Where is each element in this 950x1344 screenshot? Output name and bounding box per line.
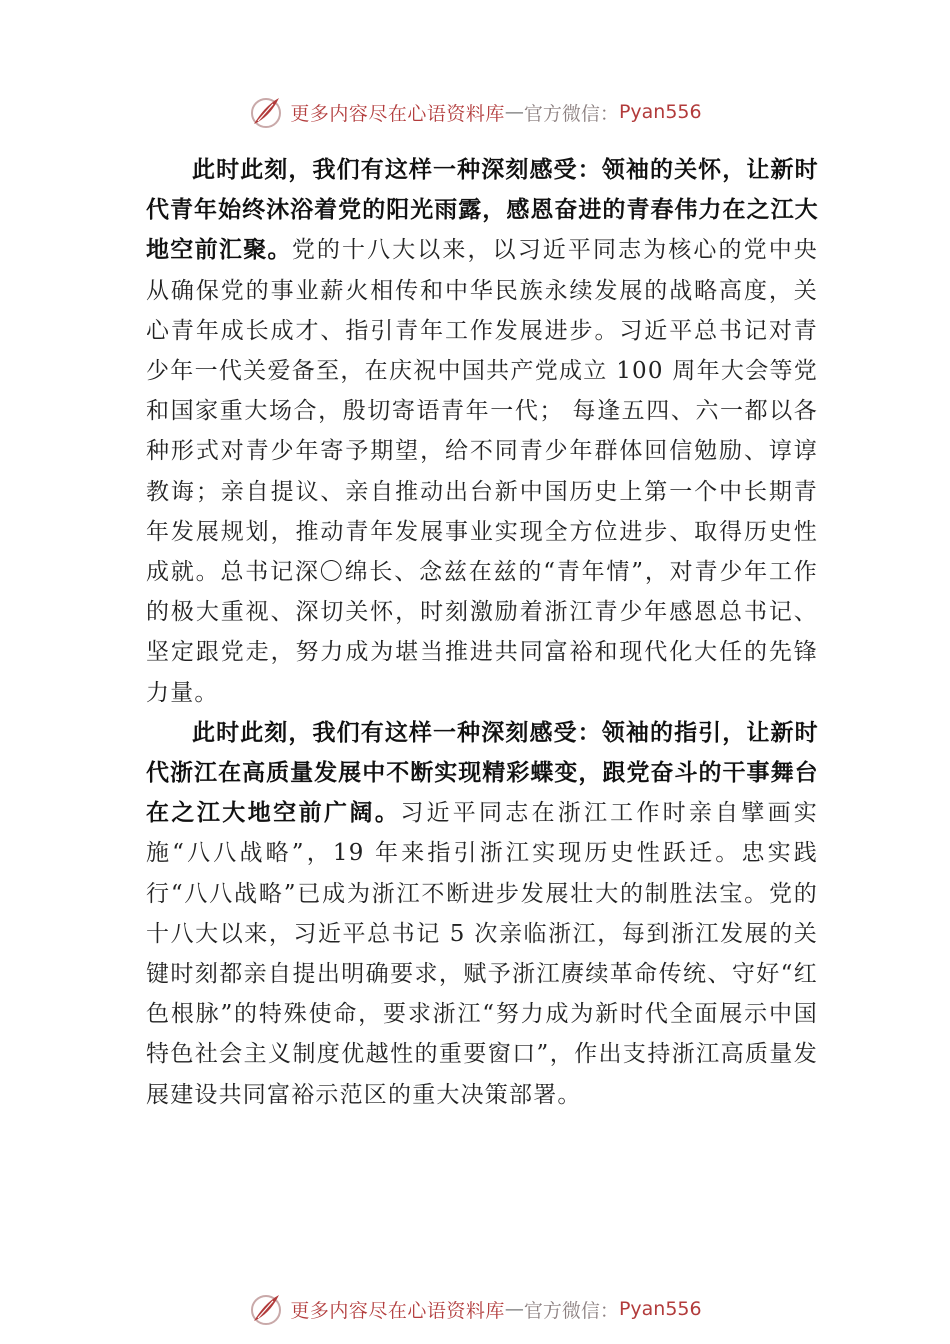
watermark-wechat-id: Pyan556: [618, 1298, 702, 1320]
paragraph-1-lead: 此时此刻，我们有这样一种深刻感受：领袖的关怀，让新时代青年始终沐浴着党的阳光雨露，感恩奋进的青春伟力在之江大地空前汇聚。: [146, 157, 818, 264]
feather-pen-logo-icon: [248, 1291, 284, 1327]
header-watermark: [0, 92, 950, 132]
paragraph-2-body: 习近平同志在浙江工作时亲自擘画实施“八八战略”，19 年来指引浙江实现历史性跃迁。忠实践行“八八战略”已成为浙江不断进步发展壮大的制胜法宝。党的十八大以来，习近平总书记 5 次亲临浙江，每到浙江发展的关键时刻都亲自提出明确要求，赋予浙江赓续革命传统、守好“红色根脉”的特殊使命，要求浙江“努力成为新时代全面展示中国特色社会主义制度优越性的重要窗口”，作出支持浙江高质量发展建设共同富裕示范区的重大决策部署。: [146, 800, 819, 1108]
paragraph-2-lead: 此时此刻，我们有这样一种深刻感受：领袖的指引，让新时代浙江在高质量发展中不断实现精彩蝶变，跟党奋斗的干事舞台在之江大地空前广阔。: [146, 719, 818, 827]
footer-watermark: [0, 1289, 950, 1329]
feather-pen-logo-icon: [248, 94, 284, 130]
paragraph-1: [146, 150, 818, 713]
watermark-label: 官方微信：: [523, 1299, 619, 1322]
watermark-separator: —: [504, 101, 524, 123]
article-body: [146, 150, 818, 1115]
watermark-label: 官方微信：: [523, 102, 619, 125]
paragraph-1-body: 党的十八大以来，以习近平同志为核心的党中央从确保党的事业薪火相传和中华民族永续发展的战略高度，关心青年成长成才、指引青年工作发展进步。习近平总书记对青少年一代关爱备至，在庆祝中国共产党成立 100 周年大会等党和国家重大场合，殷切寄语青年一代； 每逢五四、六一都以各种形式对青少年寄予期望，给不同青少年群体回信勉励、谆谆教诲；亲自提议、亲自推动出台新中国历史上第一个中长期青年发展规划，推动青年发展事业实现全方位进步、取得历史性成就。总书记深〇绵长、念兹在兹的“青年情”，对青少年工作的极大重视、深切关怀，时刻激励着浙江青少年感恩总书记、坚定跟党走，努力成为堪当推进共同富裕和现代化大任的先锋力量。: [146, 237, 819, 706]
watermark-separator: —: [504, 1298, 524, 1320]
watermark-text: 更多内容尽在心语资料库: [290, 1299, 505, 1322]
watermark-wechat-id: Pyan556: [618, 101, 702, 123]
paragraph-2: [146, 713, 818, 1115]
watermark-text: 更多内容尽在心语资料库: [290, 102, 505, 125]
